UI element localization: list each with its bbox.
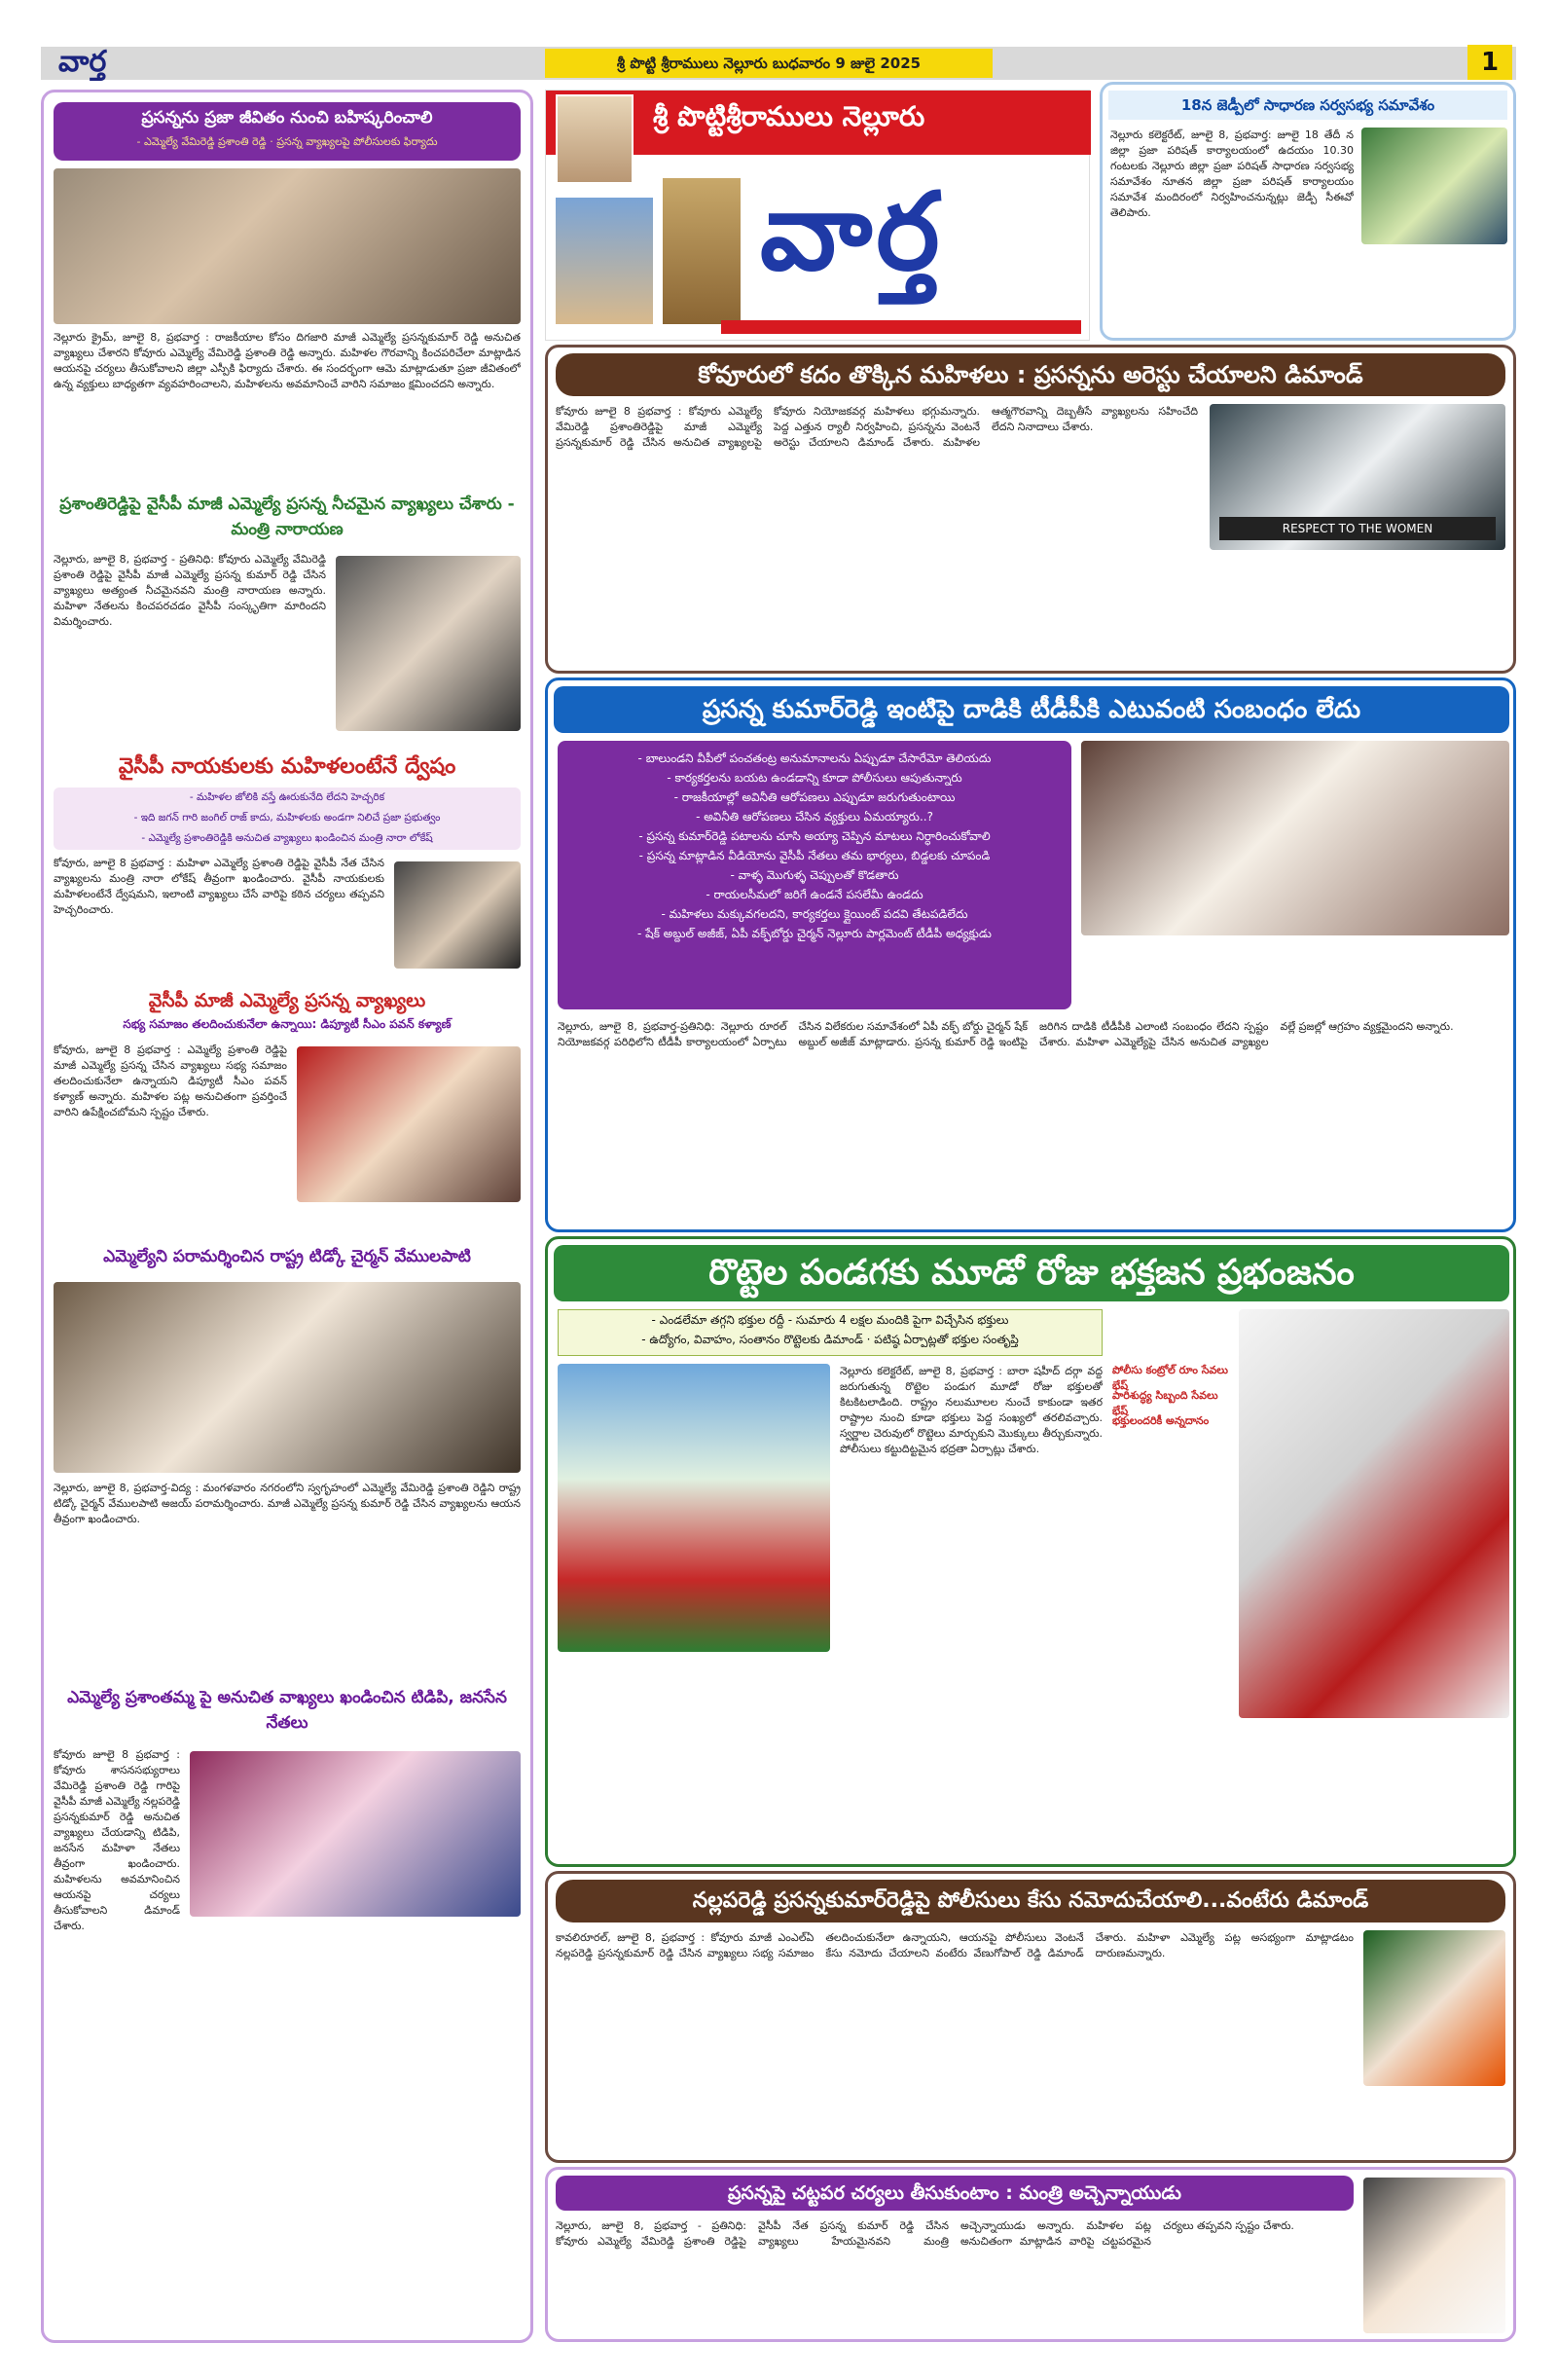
story3-body: కోవూరు, జూలై 8 ప్రభవార్త : మహిళా ఎమ్మెల్యే ప్రశాంతి రెడ్డిపై వైసీపీ నేత చేసిన వ్యాఖ్యలను మంత్రి నారా లోకేష్ తీవ్రంగా ఖండించారు. వైసీపీ నాయకులకు మహిళలంటేనే ద్వేషమని, ఇలాంటి వ్యాఖ్యలు చేసే వారిపై కఠిన చర్యలు తప్పవని హెచ్చరించారు.: [54, 857, 384, 916]
story1-body: నెల్లూరు క్రైమ్, జూలై 8, ప్రభవార్త : రాజకీయాల కోసం దిగజారి మాజీ ఎమ్మెల్యే ప్రసన్నకుమార్ రెడ్డి అనుచిత వ్యాఖ్యలు చేశారని కోవూరు ఎమ్మెల్యే వేమిరెడ్డి ప్రశాంతి రెడ్డి అన్నారు. మహిళల గౌరవాన్ని కించపరిచేలా మాట్లాడిన ఆయనపై చర్యలు తీసుకోవాలని జిల్లా ఎస్పీకి ఫిర్యాదు చేశారు. ఈ సందర్భంగా ఆమె మాట్లాడుతూ ప్రజా జీవితంలో ఉన్న వ్యక్తులు బాధ్యతగా వ్యవహరించాలని, మహిళలను అవమానించే వారిని సమాజం క్షమించదని అన్నారు.: [54, 331, 521, 390]
story5-body: నెల్లూరు, జూలై 8, ప్రభవార్త-విద్య : మంగళవారం నగరంలోని స్వగృహంలో ఎమ్మెల్యే వేమిరెడ్డి ప్రశాంతి రెడ్డిని రాష్ట్ర టిడ్కో చైర్మన్ వేములపాటి అజయ్ పరామర్శించారు. మాజీ ఎమ్మెల్యే ప్రసన్న కుమార్ రెడ్డి చేసిన వ్యాఖ్యలను ఆయన తీవ్రంగా ఖండించారు.: [54, 1482, 521, 1525]
story3-headline: వైసీపీ నాయకులకు మహిళలంటేనే ద్వేషం: [118, 754, 456, 779]
nallapareddy-section: [545, 1871, 1516, 2163]
founder-photo: [556, 94, 634, 184]
nallapareddy-headline: నల్లపరెడ్డి ప్రసన్నకుమార్‌రెడ్డిపై పోలీసులు కేసు నమోదుచేయాలి...వంటేరు డిమాండ్: [556, 1880, 1505, 1922]
rottela-body-4: [1239, 1724, 1509, 1860]
story1-sub: - ఎమ్మెల్యే వేమిరెడ్డి ప్రశాంతి రెడ్డి · ప్రసన్న వ్యాఖ్యలపై పోలీసులకు ఫిర్యాదు: [136, 135, 438, 148]
prasanna-photo: [1081, 741, 1509, 935]
story1-header: [54, 102, 521, 161]
story4-photo: [297, 1046, 521, 1202]
prasanna-bullet: - ప్రసన్న కుమార్‌రెడ్డి పటాలను చూసి అయ్యా చెప్పిన మాటలు నిర్ధారించుకోవాలి: [638, 829, 991, 843]
left-column: [41, 90, 533, 2343]
story3-bullet: - ఇది జగన్ గారి జంగిల్ రాజ్ కాదు, మహిళలకు అండగా నిలిచే ప్రజా ప్రభుత్వం: [133, 812, 441, 824]
nallapareddy-body: కావలిరూరల్, జూలై 8, ప్రభవార్త : కోవూరు మాజీ ఎంఎల్ఏ నల్లపరెడ్డి ప్రసన్నకుమార్ రెడ్డి చేసిన వ్యాఖ్యలు సభ్య సమాజం తలదించుకునేలా ఉన్నాయని, ఆయనపై పోలీసులు వెంటనే కేసు నమోదు చేయాలని వంటేరు వేణుగోపాల్ రెడ్డి డిమాండ్ చేశారు. మహిళా ఎమ్మెల్యే పట్ల అసభ్యంగా మాట్లాడటం దారుణమన్నారు.: [556, 1931, 1354, 1959]
kovur-photo: [1210, 404, 1505, 550]
kovur-body-2: [1210, 556, 1505, 667]
acchennaidu-section: [545, 2167, 1516, 2342]
story2-body: నెల్లూరు, జూలై 8, ప్రభవార్త - ప్రతినిధి: కోవూరు ఎమ్మెల్యే వేమిరెడ్డి ప్రశాంతి రెడ్డిపై వైసీపీ మాజీ ఎమ్మెల్యే ప్రసన్న కుమార్ రెడ్డి చేసిన వ్యాఖ్యలు అత్యంత నీచమైనవని మంత్రి నారాయణ అన్నారు. మహిళా నేతలను కించపరచడం వైసీపీ సంస్కృతిగా మారిందని విమర్శించారు.: [54, 553, 326, 628]
prasanna-section: [545, 677, 1516, 1232]
kovur-body: కోవూరు జూలై 8 ప్రభవార్త : కోవూరు ఎమ్మెల్యే వేమిరెడ్డి ప్రశాంతిరెడ్డిపై మాజీ ఎమ్మెల్యే ప్రసన్నకుమార్ రెడ్డి చేసిన అనుచిత వ్యాఖ్యలపై కోవూరు నియోజకవర్గ మహిళలు భగ్గుమన్నారు. పెద్ద ఎత్తున ర్యాలీ నిర్వహించి, ప్రసన్నను వెంటనే అరెస్టు చేయాలని డిమాండ్ చేశారు. మహిళల ఆత్మగౌరవాన్ని దెబ్బతీసే వ్యాఖ్యలను సహించేది లేదని నినాదాలు చేశారు.: [556, 405, 1198, 449]
acchennaidu-body: నెల్లూరు, జూలై 8, ప్రభవార్త - ప్రతినిధి: కోవూరు ఎమ్మెల్యే వేమిరెడ్డి ప్రశాంతి రెడ్డిపై వైసీపీ నేత ప్రసన్న కుమార్ రెడ్డి చేసిన వ్యాఖ్యలు హేయమైనవని మంత్రి అచ్చెన్నాయుడు అన్నారు. మహిళల పట్ల అనుచితంగా మాట్లాడిన వారిపై చట్టపరమైన చర్యలు తప్పవని స్పష్టం చేశారు.: [556, 2219, 1294, 2248]
bridge-photo: [556, 198, 653, 324]
prasanna-bullet: - రాజకీయాల్లో అవినీతి ఆరోపణలు ఎప్పుడూ జరుగుతుంటాయి: [673, 790, 956, 804]
date-line: శ్రీ పొట్టి శ్రీరాములు నెల్లూరు బుధవారం 9 జులై 2025: [545, 49, 993, 78]
rottela-side-label2: పారిశుద్ధ్య సిబ్బంది సేవలు భేష్: [1112, 1389, 1218, 1417]
rottela-body-3: [1112, 1444, 1229, 1860]
devotees-photo: [1239, 1309, 1509, 1718]
story4-headline: వైసీపీ మాజీ ఎమ్మెల్యే ప్రసన్న వ్యాఖ్యలు: [148, 990, 426, 1011]
story2-headline: ప్రశాంతిరెడ్డిపై వైసీపీ మాజీ ఎమ్మెల్యే ప్రసన్న నీచమైన వ్యాఖ్యలు చేశారు - మంత్రి నారాయణ: [59, 494, 515, 539]
kovur-banner: RESPECT TO THE WOMEN: [1219, 517, 1496, 540]
masthead-district: శ్రీ పొట్టిశ్రీరాములు నెల్లూరు: [653, 100, 925, 132]
page-number: 1: [1467, 45, 1512, 80]
prasanna-bullet: - కార్యకర్తలను బయట ఉండడాన్ని కూడా పోలీసులు ఆపుతున్నారు: [667, 771, 962, 785]
rottela-body-2: [558, 1658, 830, 1860]
temple-photo: [663, 178, 741, 324]
rottela-headline: రొట్టెల పండగకు మూడో రోజు భక్తజన ప్రభంజనం: [554, 1245, 1509, 1301]
zp-meeting-box: [1100, 82, 1516, 341]
kovur-section: [545, 345, 1516, 674]
acchennaidu-headline: ప్రసన్నపై చట్టపర చర్యలు తీసుకుంటాం : మంత్రి అచ్చెన్నాయుడు: [556, 2176, 1354, 2211]
prasanna-bullet: - అవినీతి ఆరోపణలు చేసిన వ్యక్తులు ఏమయ్యారు..?: [696, 810, 933, 824]
prasanna-bullet: - వాళ్ళ మొగుళ్ళ చెప్పులతో కొడతారు: [730, 868, 899, 882]
top-logo: వార్త: [58, 45, 107, 79]
prasanna-bullet: - ప్రసన్న మాట్లాడిన వీడియోను వైసీపీ నేతలు తమ భార్యలు, బిడ్డలకు చూపండి: [638, 849, 991, 862]
rottela-side-label3: భక్తులందరికీ అన్నదానం: [1112, 1414, 1210, 1427]
dargah-photo: [558, 1364, 830, 1652]
story6-photo: [190, 1751, 521, 1917]
story5-headline: ఎమ్మెల్యేని పరామర్శించిన రాష్ట్ర టిడ్కో చైర్మన్ వేములపాటి: [103, 1247, 471, 1266]
acchennaidu-photo: [1363, 2178, 1505, 2333]
prasanna-headline: ప్రసన్న కుమార్‌రెడ్డి ఇంటిపై దాడికి టీడీపీకి ఎటువంటి సంబంధం లేదు: [554, 686, 1509, 733]
story3-bullet: - మహిళల జోలికి వస్తే ఊరుకునేది లేదని హెచ్చరిక: [189, 791, 385, 803]
story3-bullets: [54, 787, 521, 850]
story4-sub: సభ్య సమాజం తలదించుకునేలా ఉన్నాయి: డిప్యూటీ సీఎం పవన్ కళ్యాణ్: [123, 1017, 452, 1031]
story1-photo: [54, 168, 521, 324]
prasanna-bullet: - షేక్ అబ్దుల్ అజీజ్, ఏపీ వక్ఫ్‌బోర్డు చైర్మన్ నెల్లూరు పార్లమెంట్ టీడీపీ అధ్యక్షుడు: [637, 927, 992, 940]
story6-body: కోవూరు జూలై 8 ప్రభవార్త : కోవూరు శాసనసభ్యురాలు వేమిరెడ్డి ప్రశాంతి రెడ్డి గారిపై వైసీపీ మాజీ ఎమ్మెల్యే నల్లపరెడ్డి ప్రసన్నకుమార్ రెడ్డి అనుచిత వ్యాఖ్యలు చేయడాన్ని టిడిపి, జనసేన మహిళా నేతలు తీవ్రంగా ఖండించారు. మహిళలను అవమానించిన ఆయనపై చర్యలు తీసుకోవాలని డిమాండ్ చేశారు.: [54, 1748, 180, 1932]
story2-photo: [336, 556, 521, 731]
nallapareddy-photo: [1363, 1930, 1505, 2086]
story4-body: కోవూరు, జూలై 8 ప్రభవార్త : ఎమ్మెల్యే ప్రశాంతి రెడ్డిపై మాజీ ఎమ్మెల్యే ప్రసన్న చేసిన వ్యాఖ్యలు సభ్య సమాజం తలదించుకునేలా ఉన్నాయని డిప్యూటీ సీఎం పవన్ కళ్యాణ్ అన్నారు. మహిళల పట్ల అనుచితంగా ప్రవర్తించే వారిని ఉపేక్షించబోమని స్పష్టం చేశారు.: [54, 1044, 287, 1118]
rottela-side-label1: పోలీసు కంట్రోల్ రూం సేవలు భేష్: [1112, 1364, 1228, 1392]
story6-headline: ఎమ్మెల్యే ప్రశాంతమ్మ పై అనుచిత వాఖ్యలు ఖండించిన టిడిపి, జనసేన నేతలు: [67, 1688, 507, 1733]
rottela-bullet: - ఎండలేమా తగ్గని భక్తుల రద్దీ - సుమారు 4 లక్షల మందికి పైగా విచ్చేసిన భక్తులు: [651, 1313, 1009, 1327]
story3-bullet: - ఎమ్మెల్యే ప్రశాంతిరెడ్డికి అనుచిత వ్యాఖ్యలు ఖండించిన మంత్రి నారా లోకేష్: [141, 832, 433, 844]
rottela-section: [545, 1236, 1516, 1867]
zp-headline: 18న జెడ్పీలో సాధారణ సర్వసభ్య సమావేశం: [1108, 91, 1507, 120]
rottela-bullets: [558, 1309, 1103, 1356]
kovur-headline: కోవూరులో కదం తొక్కిన మహిళలు : ప్రసన్నను అరెస్టు చేయాలని డిమాండ్: [556, 353, 1505, 396]
prasanna-bullet: - మహిళలు మక్కువగలదని, కార్యకర్తలు క్లైయింట్ పదవి తేటపడిలేదు: [661, 907, 968, 921]
prasanna-bullet: - బాలుండని వీపీలో పంచతంట్ర అనుమానాలను ఏప్పుడూ చేసారేమో తెలియదు: [637, 751, 992, 765]
masthead-red-bar: [721, 320, 1081, 334]
story1-headline: ప్రసన్నను ప్రజా జీవితం నుంచి బహిష్కరించాలి: [141, 108, 433, 128]
rottela-bullet: - ఉద్యోగం, వివాహం, సంతానం రొట్టెలకు డిమాండ్ · పటిష్ఠ ఏర్పాట్లతో భక్తుల సంతృప్తి: [641, 1333, 1019, 1346]
prasanna-bullet: - రాయలసీమలో జరిగే ఉండనే పసలేమీ ఉండదు: [706, 888, 923, 901]
zp-photo: [1361, 128, 1507, 244]
prasanna-body: నెల్లూరు, జూలై 8, ప్రభవార్త-ప్రతినిధి: నెల్లూరు రూరల్ నియోజకవర్గ పరిధిలోని టీడీపీ కార్యాలయంలో ఏర్పాటు చేసిన విలేకరుల సమావేశంలో ఏపీ వక్ఫ్ బోర్డు చైర్మన్ షేక్ అబ్దుల్ అజీజ్ మాట్లాడారు. ప్రసన్న కుమార్ రెడ్డి ఇంటిపై జరిగిన దాడికి టీడీపీకి ఎలాంటి సంబంధం లేదని స్పష్టం చేశారు. మహిళా ఎమ్మెల్యేపై చేసిన అనుచిత వ్యాఖ్యల వల్లే ప్రజల్లో ఆగ్రహం వ్యక్తమైందని అన్నారు.: [558, 1020, 1454, 1048]
zp-body: నెల్లూరు కలెక్టరేట్, జూలై 8, ప్రభవార్త: జూలై 18 తేదీ న జిల్లా ప్రజా పరిషత్ కార్యాలయంలో ఉదయం 10.30 గంటలకు నెల్లూరు జిల్లా ప్రజా పరిషత్ సాధారణ సర్వసభ్య సమావేశం నూతన జిల్లా ప్రజా పరిషత్ కార్యాలయం సమావేశ మందిరంలో నిర్వహించనున్నట్లు జెడ్పీ సీఈవో తెలిపారు.: [1110, 128, 1354, 219]
prasanna-bullets: [558, 741, 1071, 1009]
rottela-body: నెల్లూరు కలెక్టరేట్, జూలై 8, ప్రభవార్త : బారా షహీద్ దర్గా వద్ద జరుగుతున్న రొట్టెల పండుగ మూడో రోజు భక్తులతో కిటకిటలాడింది. రాష్ట్రం నలుమూలల నుంచే కాకుండా ఇతర రాష్ట్రాల నుంచి కూడా భక్తులు పెద్ద సంఖ్యలో తరలివచ్చారు. స్వర్ణాల చెరువులో రొట్టెలు మార్చుకుని మొక్కులు తీర్చుకున్నారు. పోలీసులు కట్టుదిట్టమైన భద్రతా ఏర్పాట్లు చేశారు.: [840, 1365, 1103, 1455]
story3-photo: [394, 861, 521, 969]
masthead-logo: వార్త: [760, 168, 944, 294]
masthead: [545, 90, 1090, 341]
story5-photo: [54, 1282, 521, 1473]
